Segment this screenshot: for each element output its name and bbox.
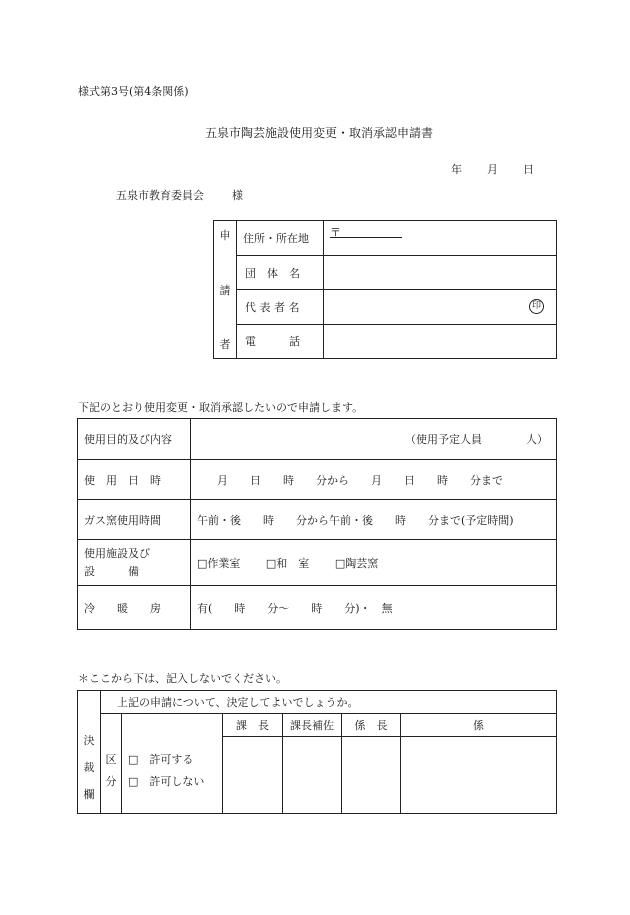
approval-question: 上記の申請について、決定してよいでしょうか。	[101, 691, 557, 714]
honorific: 様	[232, 189, 243, 202]
col-section-chief: 課 長	[223, 714, 283, 737]
approval-side-label	[78, 691, 101, 814]
facility-label	[78, 540, 191, 586]
addressee: 五泉市教育委員会	[116, 189, 204, 202]
side-char: 欄	[83, 787, 95, 801]
stamp-subsection-chief[interactable]	[342, 737, 401, 814]
office-note: ＊ここから下は、記入しないでください。	[78, 672, 287, 685]
dates-field[interactable]: 月 日 時 分から 月 日 時 分まで	[191, 460, 557, 500]
facility-label-line2: 設 備	[84, 564, 139, 578]
side-char: 者	[219, 338, 231, 351]
approval-table	[77, 690, 557, 814]
date-day: 日	[523, 163, 534, 176]
hvac-field[interactable]: 有( 時 分～ 時 分)・ 無	[191, 586, 557, 630]
hvac-label: 冷 暖 房	[78, 586, 191, 630]
side-char: 裁	[83, 760, 95, 774]
stamp-section-chief[interactable]	[223, 737, 283, 814]
applicant-table	[213, 220, 557, 359]
postal-mark: 〒	[330, 226, 341, 239]
date-year: 年	[451, 163, 462, 176]
facility-option-japanese-room[interactable]: □和 室	[265, 556, 310, 570]
category-char: 区	[105, 752, 117, 766]
purpose-label: 使用目的及び内容	[78, 419, 191, 460]
form-title: 五泉市陶芸施設使用変更・取消承認申請書	[205, 126, 434, 140]
applicant-side-label	[214, 221, 237, 359]
option-deny[interactable]: □ 許可しない	[128, 774, 205, 788]
address-label: 住所・所在地	[237, 221, 324, 256]
facility-label-line1: 使用施設及び	[84, 546, 150, 560]
dates-label: 使 用 日 時	[78, 460, 191, 500]
group-name-label: 団 体 名	[237, 256, 324, 290]
facility-options	[191, 540, 557, 586]
phone-field[interactable]	[324, 324, 557, 358]
col-assistant-chief: 課長補佐	[283, 714, 342, 737]
facility-option-workroom[interactable]: □作業室	[197, 556, 241, 570]
stamp-assistant-chief[interactable]	[283, 737, 342, 814]
postal-underline	[330, 237, 402, 238]
side-char: 決	[83, 734, 95, 748]
representative-label: 代 表 者 名	[237, 290, 324, 324]
date-month: 月	[487, 163, 498, 176]
address-field[interactable]	[324, 221, 557, 256]
col-staff: 係	[401, 714, 557, 737]
intro-text: 下記のとおり使用変更・取消承認したいので申請します。	[78, 401, 364, 414]
group-name-field[interactable]	[324, 256, 557, 290]
side-char: 申	[219, 229, 231, 242]
kiln-label: ガス窯使用時間	[78, 500, 191, 540]
decision-options	[122, 714, 223, 814]
kiln-field[interactable]: 午前・後 時 分から午前・後 時 分まで(予定時間)	[191, 500, 557, 540]
representative-field[interactable]	[324, 290, 557, 324]
phone-label: 電 話	[237, 324, 324, 358]
form-number: 様式第3号(第4条関係)	[78, 85, 189, 98]
details-table	[77, 418, 557, 630]
option-permit[interactable]: □ 許可する	[128, 752, 194, 766]
side-char: 請	[219, 283, 231, 297]
category-char: 分	[105, 774, 117, 788]
category-label	[101, 714, 122, 814]
stamp-staff[interactable]	[401, 737, 557, 814]
purpose-field[interactable]: （使用予定人員 人）	[191, 419, 557, 460]
col-subsection-chief: 係 長	[342, 714, 401, 737]
seal-icon: 印	[529, 299, 544, 314]
facility-option-kiln[interactable]: □陶芸窯	[334, 556, 379, 570]
